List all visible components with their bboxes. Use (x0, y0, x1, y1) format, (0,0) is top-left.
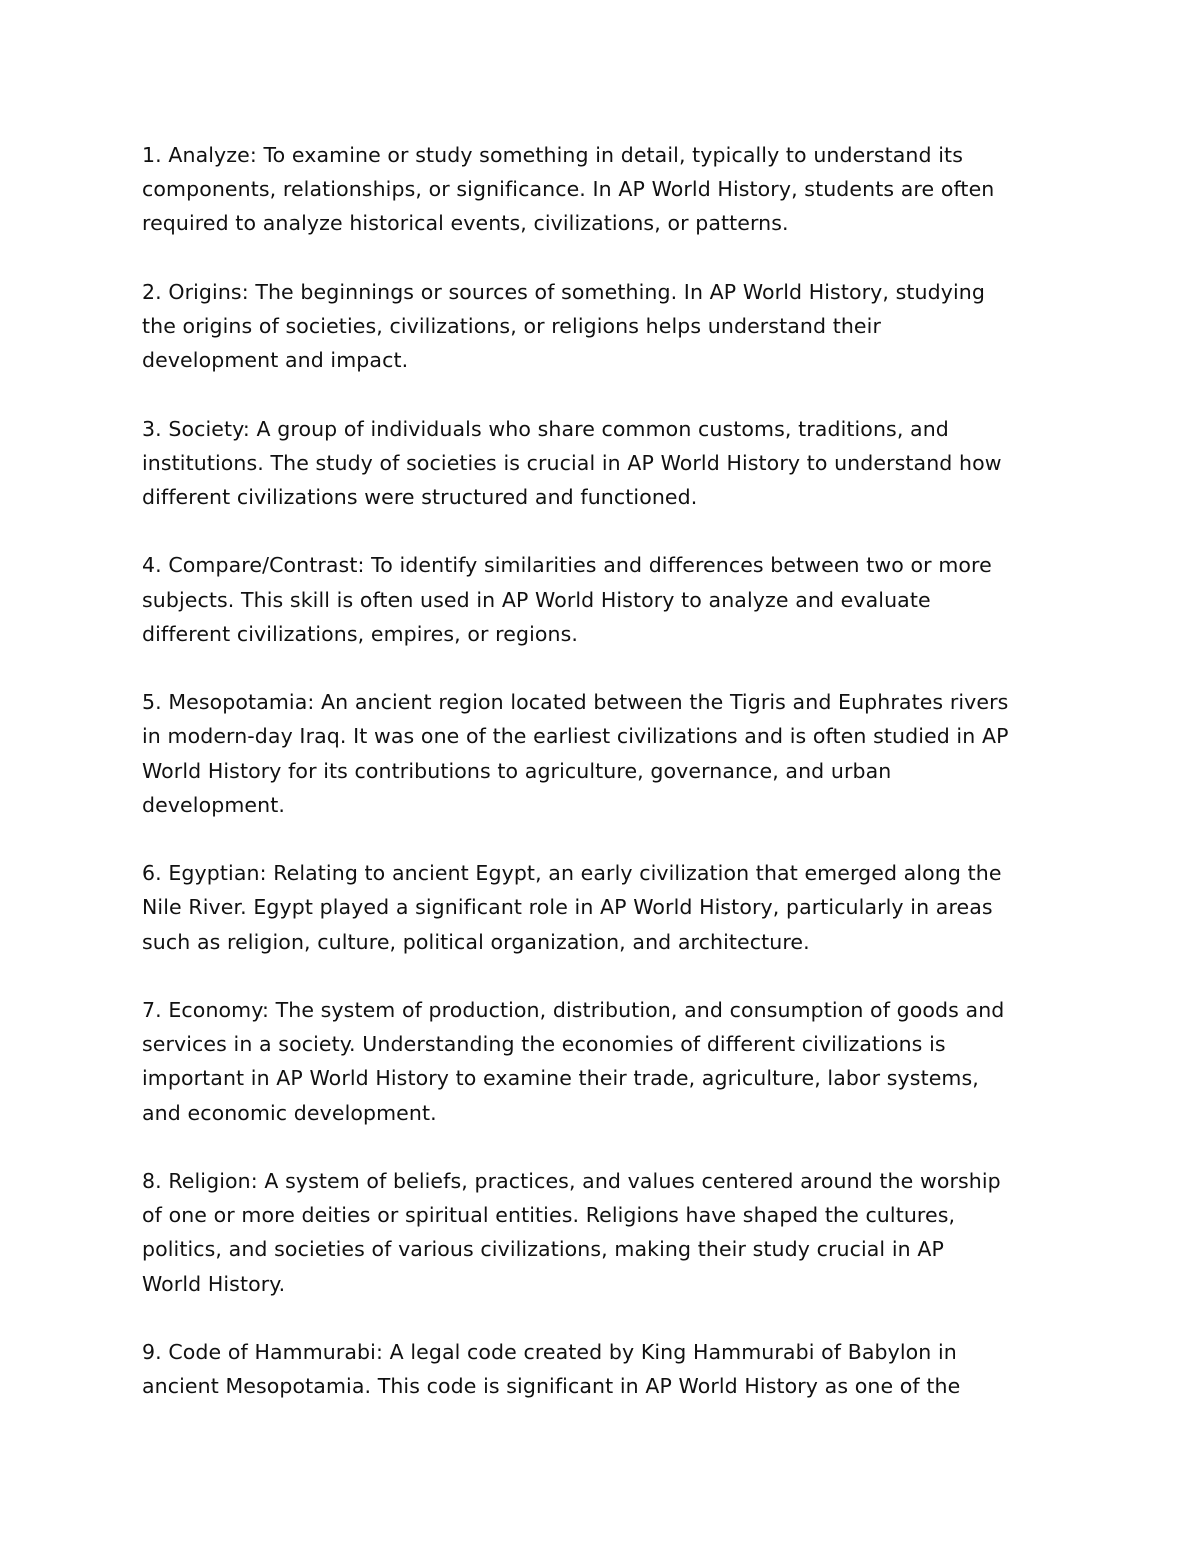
text-line: institutions. The study of societies is crucial in AP World History to understand how (142, 450, 1002, 475)
entry-code-of-hammurabi (142, 1335, 1067, 1403)
text-line: such as religion, culture, political organization, and architecture. (142, 929, 810, 954)
entry-mesopotamia (142, 685, 1067, 822)
text-line: 9. Code of Hammurabi: A legal code created by King Hammurabi of Babylon in (142, 1339, 957, 1364)
text-line: different civilizations were structured and functioned. (142, 485, 698, 509)
text-line: the origins of societies, civilizations, or religions helps understand their (142, 314, 881, 338)
text-line: subjects. This skill is often used in AP World History to analyze and evaluate (142, 587, 931, 612)
text-line: required to analyze historical events, civilizations, or patterns. (142, 211, 789, 236)
entry-religion (142, 1164, 1067, 1301)
entry-analyze (142, 138, 1067, 241)
entry-compare-contrast (142, 548, 1067, 651)
text-line: 5. Mesopotamia: An ancient region located between the Tigris and Euphrates rivers (142, 690, 1009, 715)
text-line: services in a society. Understanding the economies of different civilizations is (142, 1032, 946, 1057)
text-line: of one or more deities or spiritual entities. Religions have shaped the cultures, (142, 1203, 956, 1228)
text-line: important in AP World History to examine their trade, agriculture, labor systems, (142, 1066, 979, 1091)
entry-economy (142, 993, 1067, 1130)
text-line: Nile River. Egypt played a significant role in AP World History, particularly in areas (142, 895, 993, 920)
text-line: politics, and societies of various civilizations, making their study crucial in AP (142, 1237, 944, 1262)
text-line: 7. Economy: The system of production, distribution, and consumption of goods and (142, 997, 1005, 1022)
entry-origins (142, 275, 1067, 378)
text-line: 6. Egyptian: Relating to ancient Egypt, an early civilization that emerged along the (142, 861, 1002, 886)
text-line: 4. Compare/Contrast: To identify similarities and differences between two or more (142, 553, 992, 578)
text-line: 3. Society: A group of individuals who share common customs, traditions, and (142, 416, 949, 441)
text-line: 8. Religion: A system of beliefs, practices, and values centered around the worship (142, 1168, 1001, 1193)
text-line: World History for its contributions to agriculture, governance, and urban (142, 758, 892, 783)
text-line: 2. Origins: The beginnings or sources of something. In AP World History, studying (142, 279, 985, 304)
text-line: and economic development. (142, 1100, 437, 1125)
entry-egyptian (142, 856, 1067, 959)
text-line: development. (142, 792, 285, 817)
text-line: components, relationships, or significance. In AP World History, students are often (142, 177, 995, 202)
entry-society (142, 412, 1067, 515)
text-line: ancient Mesopotamia. This code is significant in AP World History as one of the (142, 1374, 961, 1399)
text-line: different civilizations, empires, or regions. (142, 621, 578, 646)
text-line: World History. (142, 1271, 286, 1296)
text-line: in modern-day Iraq. It was one of the earliest civilizations and is often studied in AP (142, 724, 1009, 749)
text-line: development and impact. (142, 348, 409, 373)
text-line: 1. Analyze: To examine or study something in detail, typically to understand its (142, 143, 963, 167)
document-body (142, 138, 1067, 1438)
